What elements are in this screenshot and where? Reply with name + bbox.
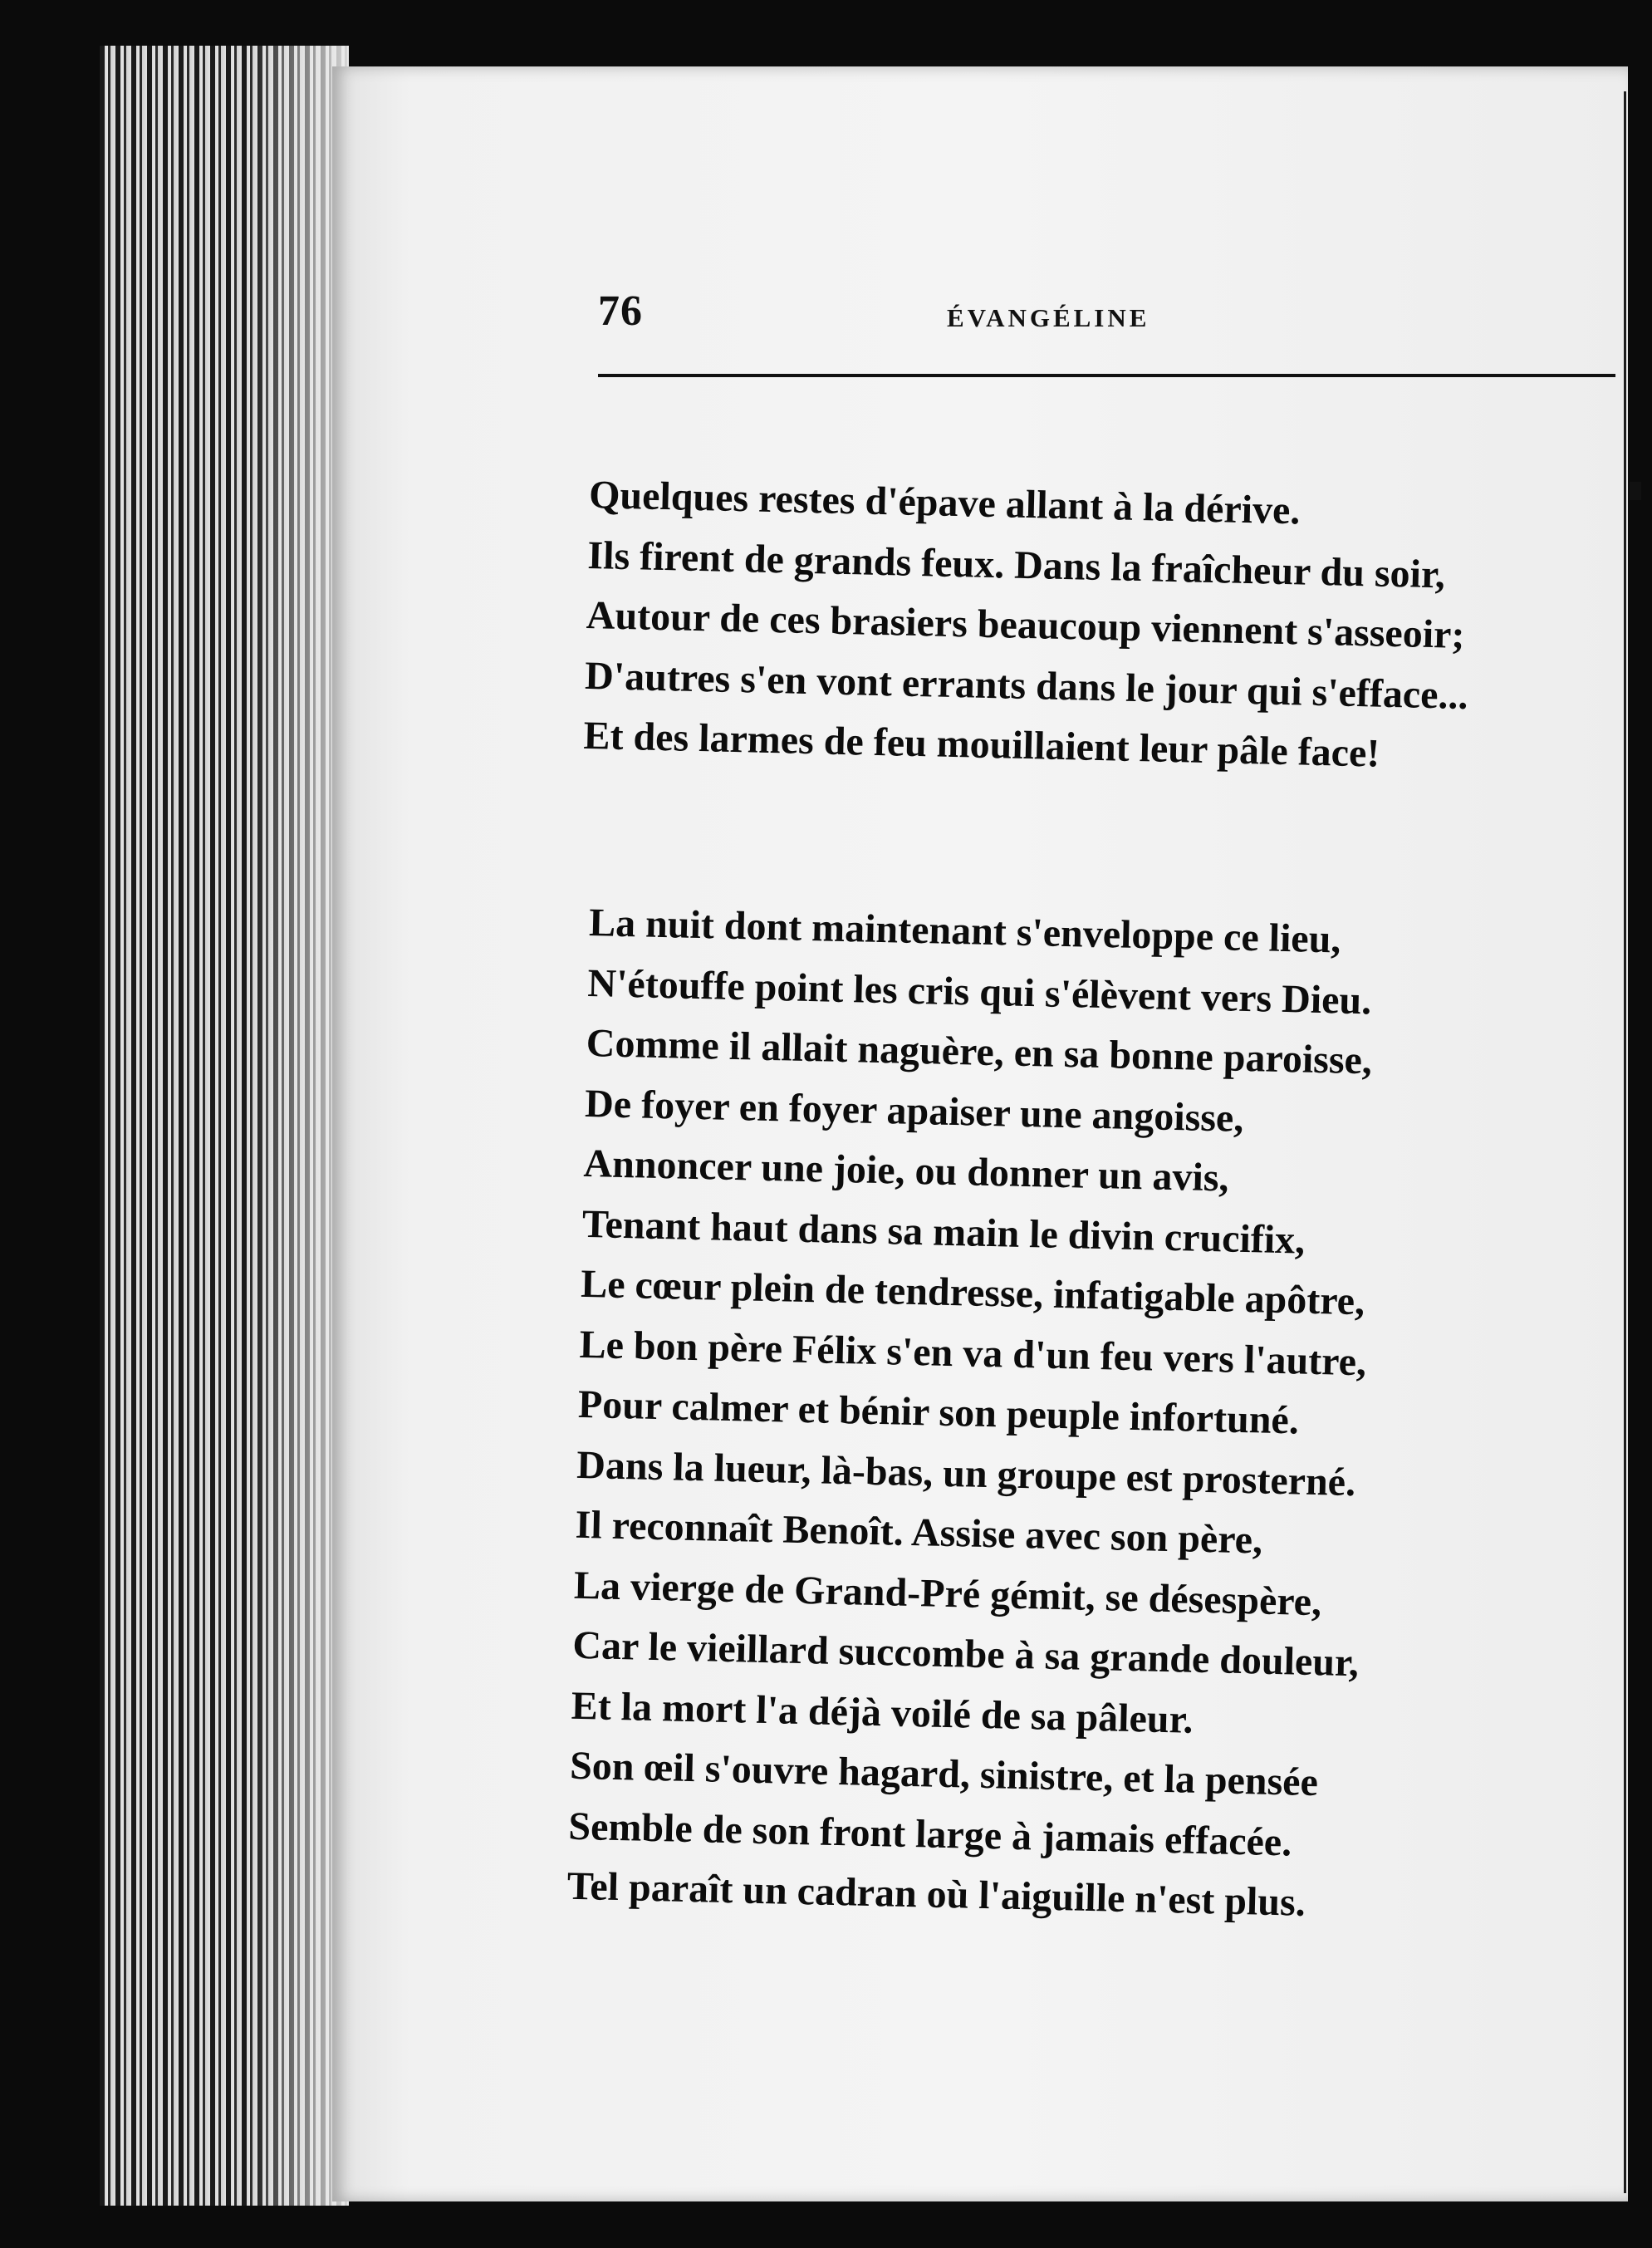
stanza-1 (583, 465, 1628, 790)
verse-line: Tenant haut dans sa main le divin crucifix, (581, 1201, 1306, 1263)
verse-line: De foyer en foyer apaiser une angoisse, (584, 1081, 1244, 1141)
verse-line: Et la mort l'a déjà voilé de sa pâleur. (571, 1683, 1194, 1742)
verse-line: Ils firent de grands feux. Dans la fraîcheur du soir, (586, 533, 1446, 596)
verse-line: Semble de son front large à jamais effacée. (567, 1804, 1292, 1864)
verse-line: La nuit dont maintenant s'enveloppe ce lieu, (588, 900, 1341, 962)
verse-line: Il reconnaît Benoît. Assise avec son père, (575, 1502, 1263, 1563)
verse-line: Le cœur plein de tendresse, infatigable apôtre, (580, 1261, 1365, 1324)
page-number: 76 (598, 287, 643, 335)
verse-line: Quelques restes d'épave allant à la dérive. (588, 472, 1301, 533)
running-title: ÉVANGÉLINE (947, 303, 1150, 332)
verse-line: Annoncer une joie, ou donner un avis, (583, 1141, 1230, 1200)
verse-line: Autour de ces brasiers beaucoup viennent s'asseoir; (586, 592, 1466, 657)
header-rule (598, 374, 1615, 377)
verse-line: Tel paraît un cadran où l'aiguille n'est plus. (566, 1863, 1306, 1925)
stanza-2 (566, 893, 1628, 1941)
scan-mark (1624, 91, 1626, 2193)
verse-line: Son œil s'ouvre hagard, sinistre, et la pensée (569, 1743, 1319, 1805)
verse-line: La vierge de Grand-Pré gémit, se désespère, (573, 1563, 1322, 1624)
verse-line: Comme il allait naguère, en sa bonne paroisse, (586, 1020, 1373, 1083)
verse-line: Pour calmer et bénir son peuple infortuné. (577, 1382, 1300, 1443)
verse-line: Dans la lueur, là-bas, un groupe est prosterné. (576, 1442, 1356, 1504)
scan-mark (1630, 482, 1641, 500)
verse-line: Et des larmes de feu mouillaient leur pâle face! (583, 713, 1380, 776)
page-header (598, 287, 1611, 345)
verse-line: Car le vieillard succombe à sa grande douleur, (571, 1622, 1360, 1686)
page-edges (100, 46, 349, 2206)
verse-line: D'autres s'en vont errants dans le jour qui s'efface... (584, 653, 1469, 718)
verse-line: N'étouffe point les cris qui s'élèvent vers Dieu. (586, 960, 1372, 1023)
verse-line: Le bon père Félix s'en va d'un feu vers l'autre, (579, 1322, 1367, 1384)
